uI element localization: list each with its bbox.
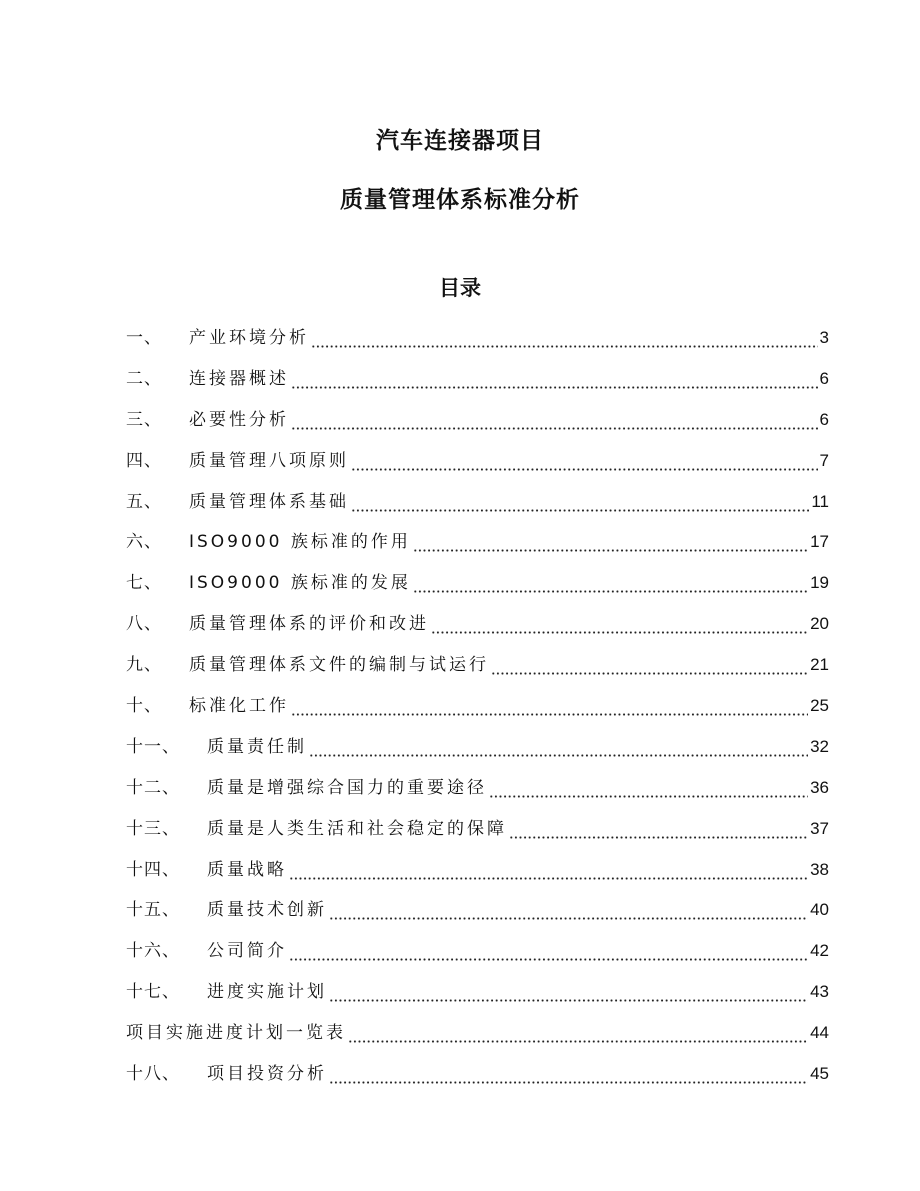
toc-entry-number: 七、 bbox=[126, 573, 162, 594]
toc-entry-number: 十七、 bbox=[126, 982, 180, 1003]
toc-entry-number: 八、 bbox=[126, 614, 162, 635]
toc-entry-number: 十、 bbox=[126, 696, 162, 717]
toc-entry[interactable] bbox=[126, 563, 829, 604]
toc-entry-number: 十二、 bbox=[126, 777, 180, 798]
toc-dot-leader bbox=[329, 1081, 808, 1084]
toc-entry[interactable] bbox=[126, 972, 829, 1013]
toc-entry-number: 十一、 bbox=[126, 736, 180, 757]
toc-entry[interactable] bbox=[126, 604, 829, 645]
toc-dot-leader bbox=[413, 590, 808, 593]
toc-entry-number: 三、 bbox=[126, 409, 162, 430]
toc-entry-title: 产业环境分析 bbox=[189, 328, 309, 348]
toc-dot-leader bbox=[413, 549, 808, 552]
toc-entry-number: 十四、 bbox=[126, 859, 180, 880]
toc-entry-number: 十五、 bbox=[126, 900, 180, 921]
toc-entry-page-number: 38 bbox=[810, 859, 829, 879]
toc-dot-leader bbox=[329, 999, 808, 1002]
toc-entry[interactable] bbox=[126, 1054, 829, 1095]
toc-dot-leader bbox=[291, 386, 818, 389]
toc-entry-number: 十三、 bbox=[126, 818, 180, 839]
toc-entry-number: 四、 bbox=[126, 450, 162, 471]
toc-entry[interactable] bbox=[126, 522, 829, 563]
toc-entry-title: ISO9000 族标准的发展 bbox=[189, 573, 411, 594]
toc-entry[interactable] bbox=[126, 727, 829, 768]
toc-entry-number: 五、 bbox=[126, 491, 162, 512]
toc-entry-title: 质量是增强综合国力的重要途径 bbox=[207, 777, 487, 798]
toc-entry-page-number: 6 bbox=[819, 409, 829, 429]
toc-entry-title: 进度实施计划 bbox=[207, 982, 327, 1003]
toc-entry-title: 质量是人类生活和社会稳定的保障 bbox=[207, 818, 507, 839]
toc-entry[interactable] bbox=[126, 318, 829, 359]
toc-entry[interactable] bbox=[126, 686, 829, 727]
toc-entry-page-number: 45 bbox=[810, 1064, 829, 1084]
toc-entry-page-number: 17 bbox=[810, 532, 829, 552]
toc-dot-leader bbox=[348, 1040, 808, 1043]
toc-entry[interactable] bbox=[126, 482, 829, 523]
toc-entry-number: 九、 bbox=[126, 655, 162, 676]
toc-dot-leader bbox=[509, 836, 808, 839]
toc-entry-page-number: 20 bbox=[810, 614, 829, 634]
toc-entry[interactable] bbox=[126, 890, 829, 931]
toc-entry-title: 质量战略 bbox=[207, 859, 287, 880]
toc-entry-page-number: 6 bbox=[819, 368, 829, 388]
toc-dot-leader bbox=[351, 509, 809, 512]
toc-entry[interactable] bbox=[126, 1013, 829, 1054]
toc-entry-title: 质量技术创新 bbox=[207, 900, 327, 921]
document-title-line1: 汽车连接器项目 bbox=[376, 128, 544, 154]
toc-entry[interactable] bbox=[126, 809, 829, 850]
toc-entry-title: 质量管理体系基础 bbox=[189, 491, 349, 512]
toc-entry-page-number: 37 bbox=[810, 818, 829, 838]
toc-entry-title: ISO9000 族标准的作用 bbox=[189, 532, 411, 553]
toc-entry[interactable] bbox=[126, 850, 829, 891]
toc-dot-leader bbox=[291, 427, 818, 430]
toc-dot-leader bbox=[289, 877, 808, 880]
toc-entry-title: 质量管理八项原则 bbox=[189, 450, 349, 471]
toc-entry-title: 标准化工作 bbox=[189, 696, 289, 717]
toc-entry-page-number: 11 bbox=[811, 491, 829, 511]
toc-entry-title: 质量管理体系的评价和改进 bbox=[189, 614, 429, 635]
toc-entry-page-number: 42 bbox=[810, 941, 829, 961]
toc-entry[interactable] bbox=[126, 931, 829, 972]
toc-entry-page-number: 32 bbox=[810, 736, 829, 756]
toc-dot-leader bbox=[289, 958, 808, 961]
toc-dot-leader bbox=[431, 631, 808, 634]
toc-entry-page-number: 43 bbox=[810, 982, 829, 1002]
toc-entry-number: 六、 bbox=[126, 532, 162, 553]
toc-entry-title: 质量管理体系文件的编制与试运行 bbox=[189, 655, 489, 676]
toc-entry[interactable] bbox=[126, 400, 829, 441]
toc-entry-title: 公司简介 bbox=[207, 941, 287, 962]
toc-heading: 目录 bbox=[439, 276, 481, 300]
toc-entry-number: 二、 bbox=[126, 368, 162, 389]
toc-dot-leader bbox=[351, 468, 818, 471]
toc-entry-page-number: 21 bbox=[810, 655, 829, 675]
toc-dot-leader bbox=[489, 795, 808, 798]
toc-dot-leader bbox=[311, 345, 818, 348]
toc-entry[interactable] bbox=[126, 768, 829, 809]
toc-entry[interactable] bbox=[126, 359, 829, 400]
toc-dot-leader bbox=[329, 917, 808, 920]
toc-entry[interactable] bbox=[126, 441, 829, 482]
document-title-line2: 质量管理体系标准分析 bbox=[340, 187, 580, 213]
toc-entry-page-number: 25 bbox=[810, 696, 829, 716]
toc-entry-page-number: 36 bbox=[810, 777, 829, 797]
toc-entry-title: 必要性分析 bbox=[189, 409, 289, 430]
toc-dot-leader bbox=[309, 754, 808, 757]
toc-entry-page-number: 19 bbox=[810, 573, 829, 593]
toc-entry-page-number: 3 bbox=[819, 328, 829, 347]
toc-dot-leader bbox=[491, 672, 808, 675]
table-of-contents bbox=[126, 318, 829, 1095]
toc-entry-title: 项目实施进度计划一览表 bbox=[126, 1023, 346, 1044]
toc-entry-number: 十八、 bbox=[126, 1064, 180, 1085]
toc-entry-number: 一、 bbox=[126, 328, 162, 348]
toc-entry-page-number: 7 bbox=[819, 450, 829, 470]
toc-entry-title: 项目投资分析 bbox=[207, 1064, 327, 1085]
toc-entry[interactable] bbox=[126, 645, 829, 686]
toc-entry-page-number: 44 bbox=[810, 1023, 829, 1043]
toc-entry-title: 连接器概述 bbox=[189, 368, 289, 389]
toc-entry-number: 十六、 bbox=[126, 941, 180, 962]
toc-entry-page-number: 40 bbox=[810, 900, 829, 920]
toc-dot-leader bbox=[291, 713, 808, 716]
toc-entry-title: 质量责任制 bbox=[207, 736, 307, 757]
